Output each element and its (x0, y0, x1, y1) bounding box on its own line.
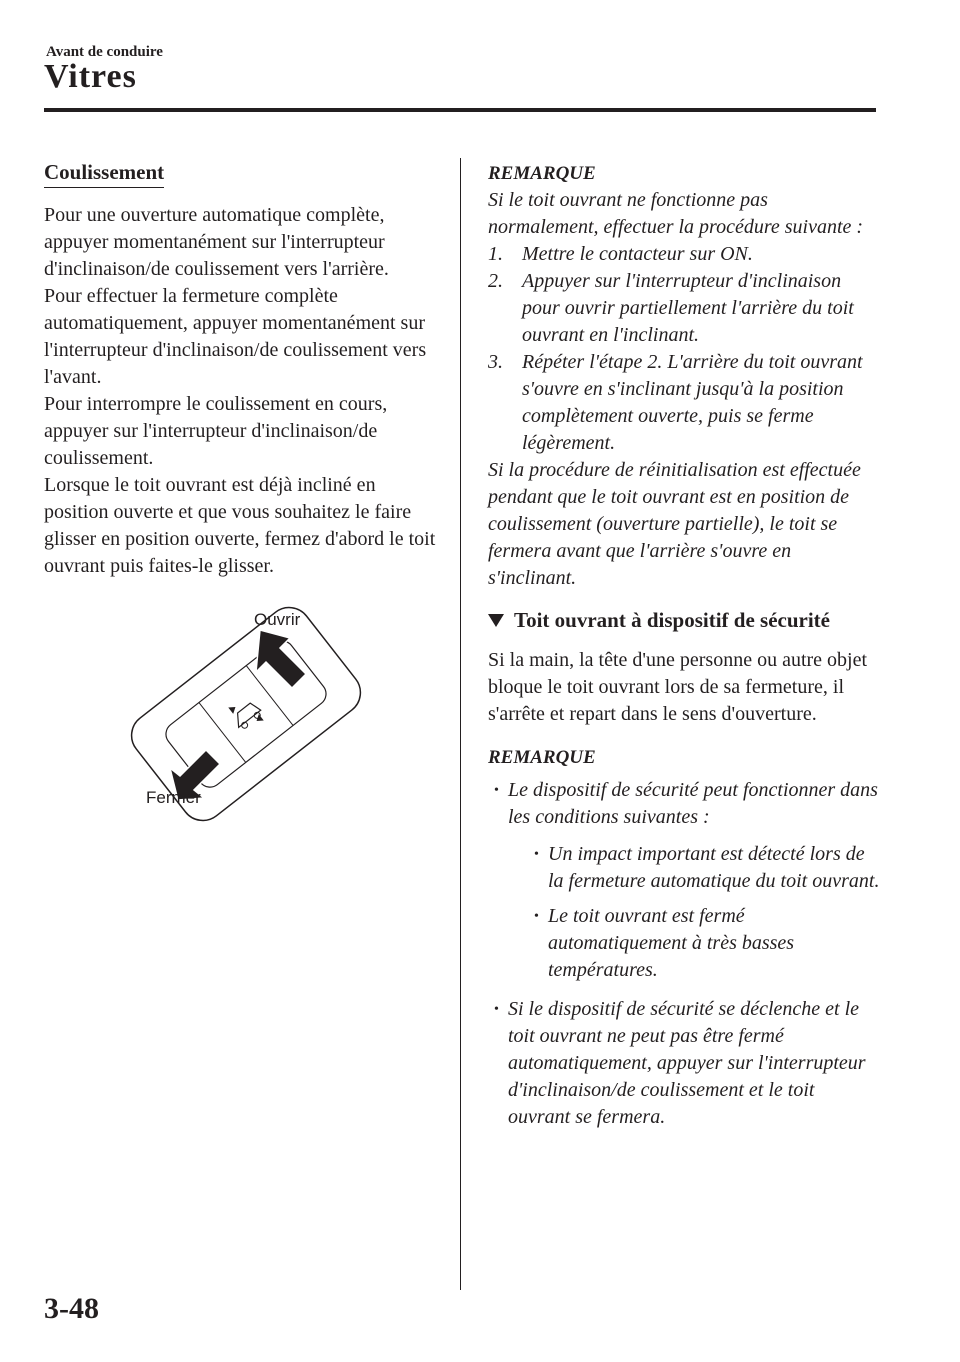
column-divider (460, 158, 461, 1290)
label-close: Fermer (146, 788, 201, 807)
right-column (488, 160, 880, 1143)
paragraph: Pour effectuer la fermeture complète automatiquement, appuyer momentanément sur l'interrupteur d'inclinaison/de coulissement vers l'avant. (44, 285, 427, 388)
paragraph: Pour une ouverture automatique complète, appuyer momentanément sur l'interrupteur d'inclinaison/de coulissement vers l'arrière. (44, 204, 389, 280)
paragraph: Lorsque le toit ouvrant est déjà incliné en position ouverte et que vous souhaitez le faire glisser en position ouverte, fermez d'abord le toit ouvrant puis faites-le glisser. (44, 474, 436, 577)
triangle-down-icon (488, 614, 504, 627)
switch-illustration (116, 594, 376, 834)
list-item: 2. Appuyer sur l'interrupteur d'inclinaison pour ouvrir partiellement l'arrière du toit ouvrant en l'inclinant. (488, 270, 854, 346)
note-bullets (488, 777, 880, 1131)
label-open: Ouvrir (254, 610, 301, 629)
title-rule (44, 108, 876, 112)
page-title: Vitres (44, 58, 137, 95)
note-title: REMARQUE (488, 163, 596, 184)
note-sub-bullets (528, 841, 880, 984)
section-heading-coulissement: Coulissement (44, 160, 164, 188)
page-number: 3-48 (44, 1292, 99, 1325)
list-item: • Si le dispositif de sécurité se déclenche et le toit ouvrant ne peut pas être fermé automatiquement, appuyer sur l'interrupteur d'inclinaison/de coulissement et le toit ouvrant se fermera. (488, 996, 880, 1131)
paragraph: Pour interrompre le coulissement en cours, appuyer sur l'interrupteur d'inclinaison/de coulissement. (44, 393, 388, 469)
list-item: 3. Répéter l'étape 2. L'arrière du toit ouvrant s'ouvre en s'inclinant jusqu'à la position complètement ouverte, puis se ferme légèrement. (488, 351, 863, 454)
chapter-label: Avant de conduire (46, 44, 163, 60)
note-title: REMARQUE (488, 747, 596, 768)
reset-steps (488, 241, 880, 457)
list-item: 1. Mettre le contacteur sur ON. (488, 243, 753, 265)
note-outro: Si la procédure de réinitialisation est effectuée pendant que le toit ouvrant est en position de coulissement (ouverture partielle), le toit se fermera avant que l'arrière s'ouvre en s'inclinant. (488, 459, 861, 589)
list-item: • Le toit ouvrant est fermé automatiquement à très basses températures. (528, 903, 880, 984)
section-heading-safety: Toit ouvrant à dispositif de sécurité (488, 608, 880, 633)
list-item: • Un impact important est détecté lors de la fermeture automatique du toit ouvrant. (528, 841, 880, 895)
note-intro: Si le toit ouvrant ne fonctionne pas normalement, effectuer la procédure suivante : (488, 189, 864, 238)
left-column (44, 158, 444, 834)
list-item: • Le dispositif de sécurité peut fonctionner dans les conditions suivantes : • Un impact important est détecté lors de la fermeture automatique du toit ouvrant. • Le toit ouvrant est fermé automatiquement à très basses températures. (488, 777, 880, 984)
safety-paragraph: Si la main, la tête d'une personne ou autre objet bloque le toit ouvrant lors de sa fermeture, il s'arrête et repart dans le sens d'ouverture. (488, 649, 868, 725)
